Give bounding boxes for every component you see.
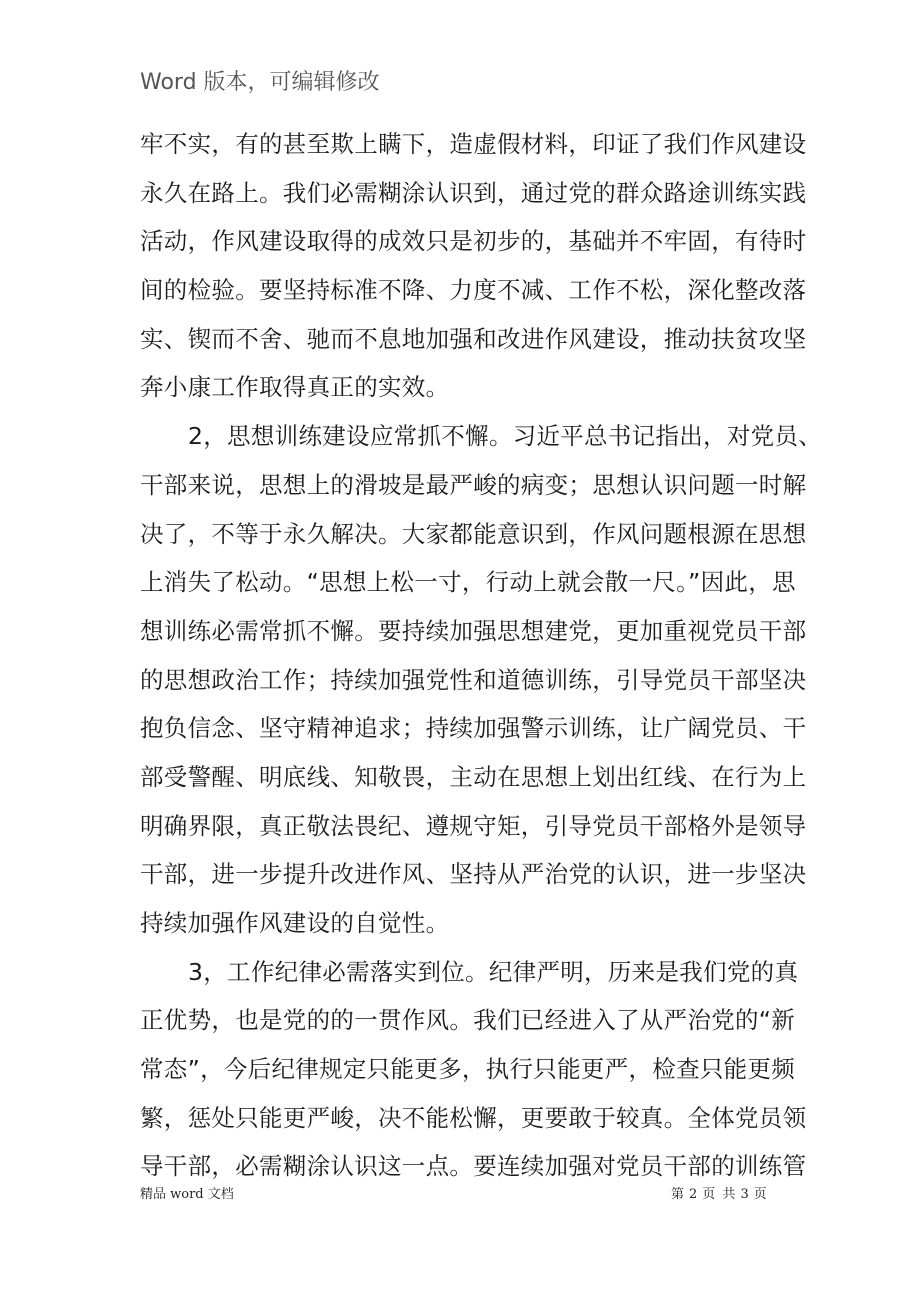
body-line: 永久在路上。我们必需糊涂认识到，通过党的群众路途训练实践: [140, 178, 807, 207]
body-line: 活动，作风建设取得的成效只是初步的，基础并不牢固，有待时: [140, 227, 807, 256]
body-line: 上消失了松动。“思想上松一寸，行动上就会散一尺。”因此，思: [140, 568, 796, 597]
body-line: 间的检验。要坚持标准不降、力度不减、工作不松，深化整改落: [140, 276, 807, 305]
body-line: 干部来说，思想上的滑坡是最严峻的病变；思想认识问题一时解: [140, 470, 807, 499]
paragraph-3-first-line: 3，工作纪律必需落实到位。纪律严明，历来是我们党的真: [188, 957, 799, 986]
body-line: 奔小康工作取得真正的实效。: [140, 373, 450, 402]
body-line: 干部，进一步提升改进作风、坚持从严治党的认识，进一步坚决: [140, 860, 807, 889]
page-number: [671, 1185, 772, 1205]
body-line: 导干部，必需糊涂认识这一点。要连续加强对党员干部的训练管: [140, 1152, 807, 1181]
body-line: 想训练必需常抓不懈。要持续加强思想建党，更加重视党员干部: [140, 616, 807, 645]
document-body: [140, 120, 823, 1191]
body-line: 决了，不等于永久解决。大家都能意识到，作风问题根源在思想: [140, 519, 807, 548]
body-line: 牢不实，有的甚至欺上瞒下，造虚假材料，印证了我们作风建设: [140, 130, 807, 158]
body-line: 明确界限，真正敬法畏纪、遵规守矩，引导党员干部格外是领导: [140, 811, 807, 840]
page-suffix: 页: [753, 1187, 767, 1202]
document-header-note: Word 版本，可编辑修改: [140, 70, 380, 95]
page-mid: 页 共: [702, 1187, 736, 1202]
body-line: 持续加强作风建设的自觉性。: [140, 909, 450, 937]
page-current: 2: [689, 1187, 698, 1202]
paragraph-2-first-line: 2，思想训练建设应常抓不懈。习近平总书记指出，对党员、: [188, 422, 823, 451]
body-line: 的思想政治工作；持续加强党性和道德训练，引导党员干部坚决: [140, 665, 807, 694]
body-line: 抱负信念、坚守精神追求；持续加强警示训练，让广阔党员、干: [140, 714, 807, 743]
body-line: 实、锲而不舍、驰而不息地加强和改进作风建设，推动扶贫攻坚: [140, 324, 807, 353]
page-prefix: 第: [671, 1187, 685, 1202]
footer-label: 精品 word 文档: [140, 1187, 234, 1202]
body-line: 正优势，也是党的的一贯作风。我们已经进入了从严治党的“新: [140, 1006, 796, 1035]
body-line: 部受警醒、明底线、知敬畏，主动在思想上划出红线、在行为上: [140, 762, 807, 791]
page-total: 3: [740, 1187, 749, 1202]
body-line: 常态”，今后纪律规定只能更多，执行只能更严，检查只能更频: [140, 1055, 796, 1084]
body-line: 繁，惩处只能更严峻，决不能松懈，更要敢于较真。全体党员领: [140, 1103, 807, 1132]
